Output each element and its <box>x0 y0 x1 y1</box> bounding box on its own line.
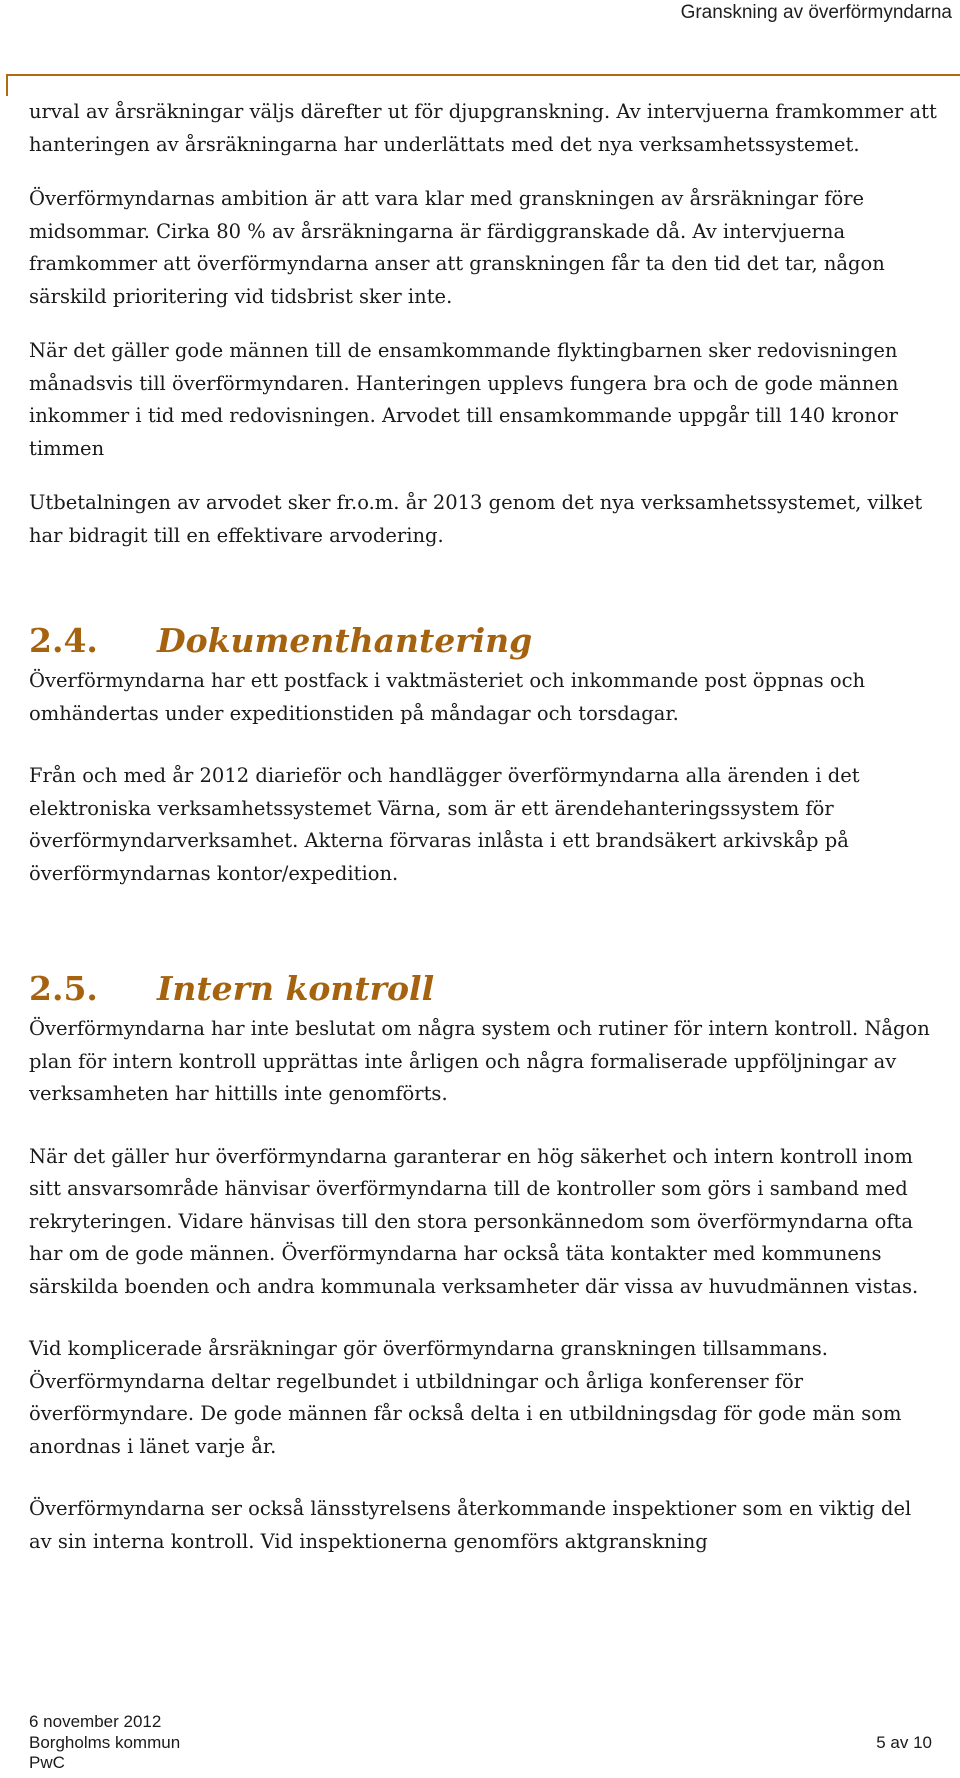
page-footer <box>29 1712 932 1774</box>
paragraph-postfack: Överförmyndarna har ett postfack i vaktmästeriet och inkommande post öppnas och omhändertas under expeditionstiden på måndagar och torsdagar. <box>29 669 866 725</box>
running-header-title: Granskning av överförmyndarna <box>680 2 952 23</box>
page-number: 5 av 10 <box>876 1732 932 1752</box>
header-corner-tick <box>6 74 8 96</box>
section-number: 2.5. <box>29 969 98 1008</box>
paragraph-ej-beslutat: Överförmyndarna har inte beslutat om några system och rutiner för intern kontroll. Någon plan för intern kontroll upprättas inte årligen och några formaliserade uppföljningar av verksamheten har hittills inte genomförts. <box>29 1017 930 1105</box>
footer-date: 6 november 2012 <box>29 1712 162 1731</box>
footer-organization: Borgholms kommun <box>29 1732 181 1752</box>
paragraph-gode-man: När det gäller gode männen till de ensamkommande flyktingbarnen sker redovisningen månadsvis till överförmyndaren. Hanteringen upplevs fungera bra och de gode männen inkommer i tid med redovisningen. Arvodet till ensamkommande uppgår till 140 kronor timmen <box>29 339 899 460</box>
paragraph-ambition: Överförmyndarnas ambition är att vara klar med granskningen av årsräkningar före midsommar. Cirka 80 % av årsräkningarna är färdiggranskade då. Av intervjuerna framkommer att överförmyndarna anser att granskningen får ta den tid det tar, någon särskild prioritering vid tidsbrist sker inte. <box>29 187 885 308</box>
document-body <box>29 96 939 1558</box>
footer-firm: PwC <box>29 1753 65 1772</box>
section-title: Intern kontroll <box>157 969 435 1008</box>
paragraph-sakerhet: När det gäller hur överförmyndarna garanterar en hög säkerhet och intern kontroll inom sitt ansvarsområde hänvisar överförmyndarna till de kontroller som görs i samband med rekryteringen. Vidare hänvisas till den stora personkännedom som överförmyndarna ofta har om de gode männen. Överförmyndarna har också täta kontakter med kommunens särskilda boenden och andra kommunala verksamheter där vissa av huvudmännen vistas. <box>29 1144 919 1298</box>
section-heading-dokumenthantering <box>29 621 939 661</box>
section-heading-intern-kontroll <box>29 969 939 1009</box>
paragraph-inspektioner: Överförmyndarna ser också länsstyrelsens återkommande inspektioner som en viktig del av sin interna kontroll. Vid inspektionerna genomförs aktgranskning <box>29 1497 912 1553</box>
header-rule <box>6 74 960 76</box>
section-title: Dokumenthantering <box>157 621 533 660</box>
paragraph-diarieforing: Från och med år 2012 diarieför och handlägger överförmyndarna alla ärenden i det elektroniska verksamhetssystemet Värna, som är ett ärendehanteringssystem för överförmyndarverksamhet. Akterna förvaras inlåsta i ett brandsäkert arkivskåp på överförmyndarnas kontor/expedition. <box>29 764 860 885</box>
paragraph-urval: urval av årsräkningar väljs därefter ut för djupgranskning. Av intervjuerna framkommer att hanteringen av årsräkningarna har underlättats med det nya verksamhetssystemet. <box>29 100 937 156</box>
paragraph-utbetalning: Utbetalningen av arvodet sker fr.o.m. år 2013 genom det nya verksamhetssystemet, vilket har bidragit till en effektivare arvodering. <box>29 491 923 547</box>
paragraph-utbildning: Vid komplicerade årsräkningar gör överförmyndarna granskningen tillsammans. Överförmyndarna deltar regelbundet i utbildningar och årliga konferenser för överförmyndare. De gode männen får också delta i en utbildningsdag för gode män som anordnas i länet varje år. <box>29 1337 902 1458</box>
section-number: 2.4. <box>29 621 98 660</box>
